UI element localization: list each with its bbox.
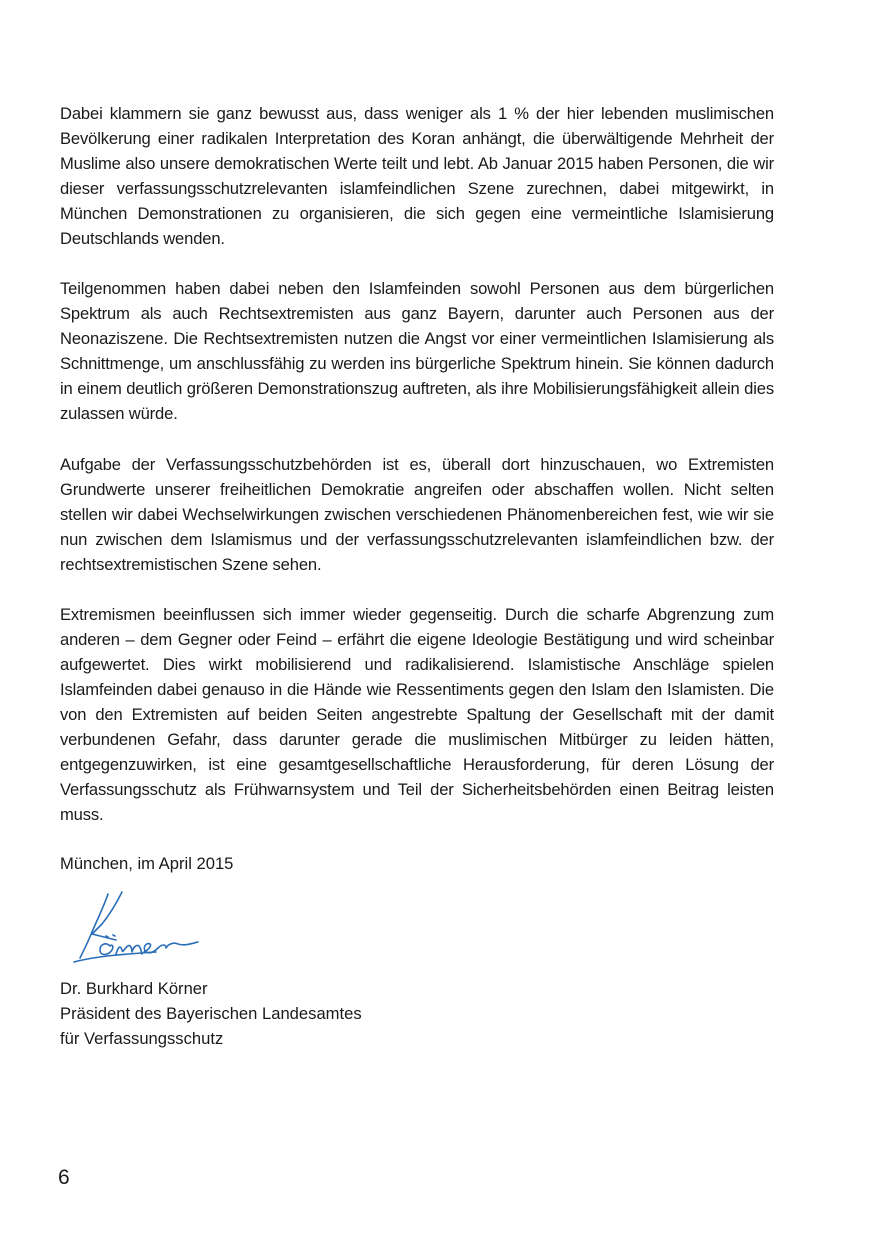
dateline: München, im April 2015 xyxy=(60,854,234,873)
signer-name: Dr. Burkhard Körner xyxy=(60,979,208,998)
body-paragraph-1 xyxy=(60,101,774,251)
signature-image xyxy=(66,888,226,968)
signer-title-line-1: Präsident des Bayerischen Landesamtes xyxy=(60,1004,362,1023)
paragraph-text: Dabei klammern sie ganz bewusst aus, dass weniger als 1 % der hier lebenden muslimischen Bevölkerung einer radikalen Interpretation des Koran anhängt, die überwältigende Mehrheit der Muslime also unsere demokratischen Werte teilt und lebt. Ab Januar 2015 haben Personen, die wir dieser verfassungsschutzrelevanten islamfeindlichen Szene zurechnen, dabei mitgewirkt, in München Demonstrationen zu organisieren, die sich gegen eine vermeintliche Islamisierung Deutschlands wenden. xyxy=(60,104,774,248)
paragraph-text: Extremismen beeinflussen sich immer wieder gegenseitig. Durch die scharfe Abgrenzung zum anderen – dem Gegner oder Feind – erfährt die eigene Ideologie Bestätigung und wird scheinbar aufgewertet. Dies wirkt mobilisierend und radikalisierend. Islamistische Anschläge spielen Islamfeinden dabei genauso in die Hände wie Ressentiments gegen den Islam den Islamisten. Die von den Extremisten auf beiden Seiten angestrebte Spaltung der Gesellschaft mit der damit verbundenen Gefahr, dass darunter gerade die muslimischen Mitbürger zu leiden hätten, entgegenzuwirken, ist eine gesamtgesellschaftliche Herausforderung, für deren Lösung der Verfassungsschutz als Frühwarnsystem und Teil der Sicherheitsbehörden einen Beitrag leisten muss. xyxy=(60,605,774,824)
page-number: 6 xyxy=(58,1166,70,1189)
body-paragraph-2 xyxy=(60,276,774,426)
paragraph-text: Aufgabe der Verfassungsschutzbehörden ist es, überall dort hinzuschauen, wo Extremisten Grundwerte unserer freiheitlichen Demokratie angreifen oder abschaffen wollen. Nicht selten stellen wir dabei Wechselwirkungen zwischen verschiedenen Phänomenbereichen fest, wie wir sie nun zwischen dem Islamismus und der verfassungsschutzrelevanten islamfeindlichen bzw. der rechtsextremistischen Szene sehen. xyxy=(60,455,774,574)
body-paragraph-4 xyxy=(60,602,774,827)
body-paragraph-3 xyxy=(60,452,774,577)
paragraph-text: Teilgenommen haben dabei neben den Islamfeinden sowohl Personen aus dem bürgerlichen Spektrum als auch Rechtsextremisten aus ganz Bayern, darunter auch Personen aus der Neonaziszene. Die Rechtsextremisten nutzen die Angst vor einer vermeintlichen Islamisierung als Schnittmenge, um anschlussfähig zu werden ins bürgerliche Spektrum hinein. Sie können dadurch in einem deutlich größeren Demonstrationszug auftreten, als ihre Mobilisierungsfähigkeit allein dies zulassen würde. xyxy=(60,279,774,423)
signer-title-line-2: für Verfassungsschutz xyxy=(60,1029,224,1048)
